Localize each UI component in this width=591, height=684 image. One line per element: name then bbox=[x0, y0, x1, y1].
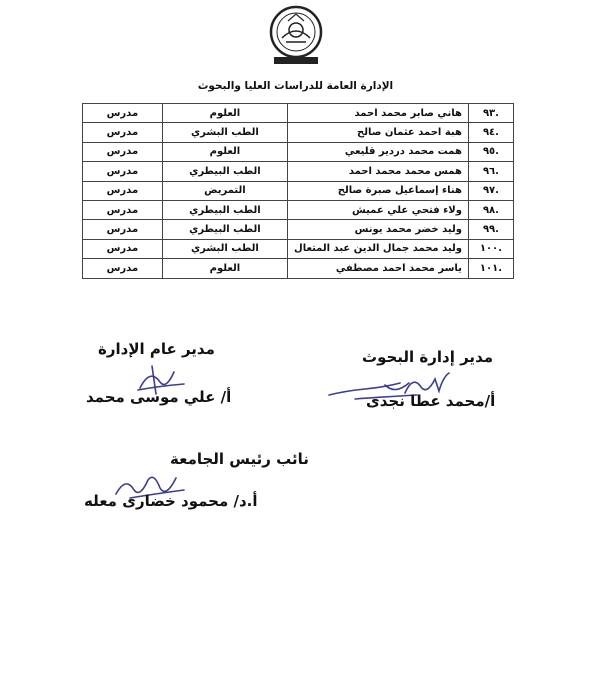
row-number: .٩٧ bbox=[468, 181, 513, 200]
row-number: .٩٥ bbox=[468, 142, 513, 161]
table-row bbox=[83, 123, 514, 142]
faculty: التمريض bbox=[162, 181, 287, 200]
staff-name: هناء إسماعيل صبرة صالح bbox=[288, 181, 469, 200]
faculty: الطب البيطري bbox=[162, 162, 287, 181]
academic-rank: مدرس bbox=[83, 104, 163, 123]
staff-name: وليد خضر محمد يونس bbox=[288, 220, 469, 239]
row-number: .٩٣ bbox=[468, 104, 513, 123]
row-number: .٩٩ bbox=[468, 220, 513, 239]
staff-name: هاني صابر محمد احمد bbox=[288, 104, 469, 123]
faculty: العلوم bbox=[162, 104, 287, 123]
table-row bbox=[83, 200, 514, 219]
general-director-title: مدير عام الإدارة bbox=[98, 340, 215, 358]
faculty: الطب البيطري bbox=[162, 200, 287, 219]
faculty: العلوم bbox=[162, 259, 287, 278]
research-director-title: مدير إدارة البحوث bbox=[362, 348, 494, 366]
university-logo-icon bbox=[268, 4, 324, 66]
staff-name: همت محمد دردير قليعي bbox=[288, 142, 469, 161]
academic-rank: مدرس bbox=[83, 259, 163, 278]
header-title: الإدارة العامة للدراسات العليا والبحوث bbox=[197, 80, 394, 92]
row-number: .١٠٠ bbox=[468, 239, 513, 258]
academic-rank: مدرس bbox=[83, 200, 163, 219]
academic-rank: مدرس bbox=[83, 220, 163, 239]
faculty: الطب البشري bbox=[162, 123, 287, 142]
academic-rank: مدرس bbox=[83, 239, 163, 258]
table-row bbox=[83, 220, 514, 239]
row-number: .٩٦ bbox=[468, 162, 513, 181]
staff-name: همس محمد محمد احمد bbox=[288, 162, 469, 181]
staff-name: ولاء فتحي علي عميش bbox=[288, 200, 469, 219]
row-number: .٩٨ bbox=[468, 200, 513, 219]
staff-name: ياسر محمد احمد مصطفي bbox=[288, 259, 469, 278]
faculty: الطب البشري bbox=[162, 239, 287, 258]
academic-rank: مدرس bbox=[83, 181, 163, 200]
faculty: الطب البيطري bbox=[162, 220, 287, 239]
row-number: .١٠١ bbox=[468, 259, 513, 278]
general-director-name: أ/ علي موسى محمد bbox=[86, 388, 232, 406]
staff-table bbox=[82, 103, 514, 279]
table-row bbox=[83, 104, 514, 123]
faculty: العلوم bbox=[162, 142, 287, 161]
academic-rank: مدرس bbox=[83, 123, 163, 142]
table-row bbox=[83, 142, 514, 161]
vice-president-name: أ.د/ محمود خضارى معله bbox=[84, 492, 258, 510]
vice-president-title: نائب رئيس الجامعة bbox=[170, 450, 309, 468]
research-director-name: أ/محمد عطا نجدى bbox=[366, 392, 496, 410]
table-row bbox=[83, 181, 514, 200]
table-row bbox=[83, 239, 514, 258]
table-row bbox=[83, 162, 514, 181]
staff-name: وليد محمد جمال الدين عبد المتعال bbox=[288, 239, 469, 258]
staff-name: هبة احمد عثمان صالح bbox=[288, 123, 469, 142]
academic-rank: مدرس bbox=[83, 162, 163, 181]
row-number: .٩٤ bbox=[468, 123, 513, 142]
table-row bbox=[83, 259, 514, 278]
academic-rank: مدرس bbox=[83, 142, 163, 161]
